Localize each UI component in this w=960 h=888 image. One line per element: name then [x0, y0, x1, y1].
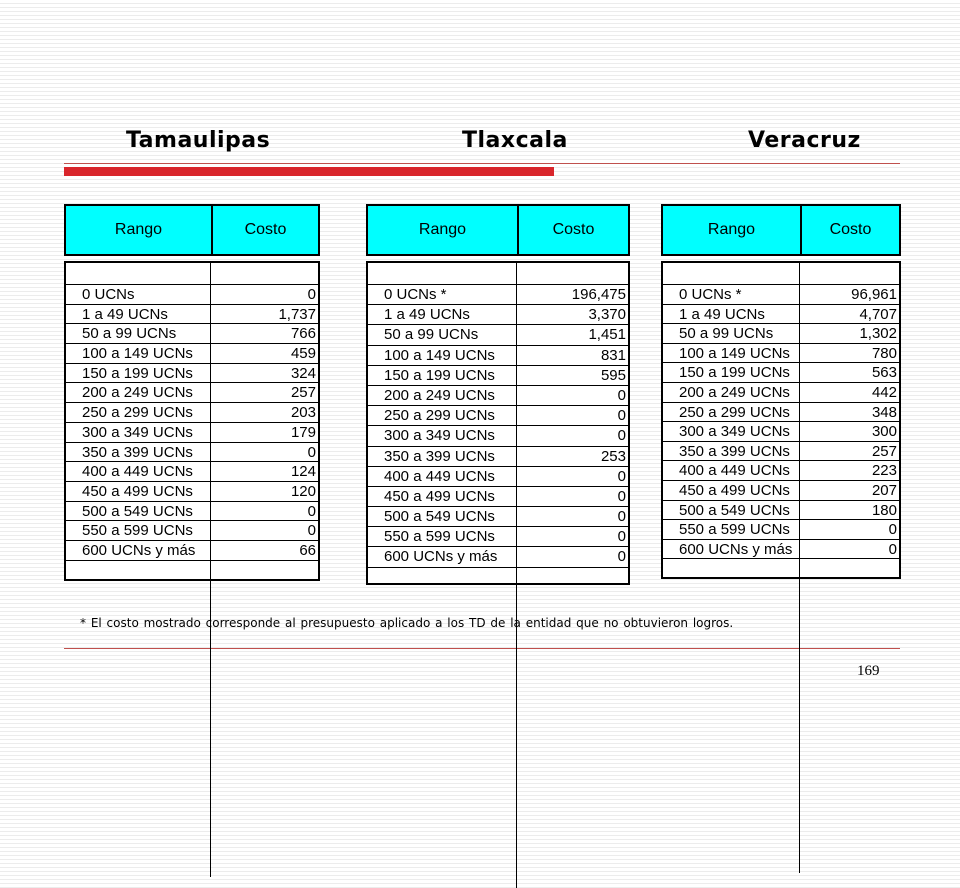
rango-cell: 250 a 299 UCNs — [66, 403, 211, 422]
rango-cell: 300 a 349 UCNs — [663, 422, 800, 441]
table-row — [66, 521, 318, 541]
top-rule-thick — [64, 167, 554, 176]
table-row — [66, 305, 318, 325]
rango-cell: 1 a 49 UCNs — [368, 305, 517, 324]
rango-cell: 200 a 249 UCNs — [663, 383, 800, 402]
costo-cell: 780 — [871, 344, 897, 362]
rango-cell: 100 a 149 UCNs — [663, 344, 800, 363]
rango-cell: 100 a 149 UCNs — [368, 346, 517, 365]
table-row — [368, 467, 628, 487]
table-row-blank — [368, 263, 628, 285]
rango-cell: 550 a 599 UCNs — [66, 521, 211, 540]
costo-cell: 66 — [299, 541, 316, 559]
rango-cell: 600 UCNs y más — [663, 540, 800, 559]
rango-cell: 450 a 499 UCNs — [368, 487, 517, 506]
costo-cell: 1,451 — [588, 326, 626, 344]
costo-cell: 179 — [290, 423, 316, 441]
rango-cell: 100 a 149 UCNs — [66, 344, 211, 363]
costo-cell: 324 — [290, 364, 316, 382]
costo-cell: 223 — [871, 462, 897, 480]
table-row — [66, 344, 318, 364]
costo-cell: 180 — [871, 501, 897, 519]
costo-cell: 348 — [871, 403, 897, 421]
page-number: 169 — [857, 663, 880, 679]
costo-cell: 196,475 — [571, 286, 626, 303]
rango-cell — [663, 263, 800, 284]
table-row — [66, 423, 318, 443]
rango-cell: 400 a 449 UCNs — [368, 467, 517, 486]
costo-cell: 0 — [307, 286, 316, 303]
rango-cell: 500 a 549 UCNs — [663, 501, 800, 520]
rango-cell: 50 a 99 UCNs — [66, 324, 211, 343]
costo-cell: 253 — [600, 447, 626, 465]
rango-cell: 1 a 49 UCNs — [66, 305, 211, 324]
table-row — [66, 482, 318, 502]
table-row — [663, 540, 899, 560]
rango-cell: 0 UCNs — [66, 285, 211, 304]
table-row — [663, 383, 899, 403]
table-row-filler — [663, 559, 899, 873]
costo-cell: 831 — [600, 346, 626, 364]
table-row — [663, 403, 899, 423]
rango-cell: 550 a 599 UCNs — [368, 527, 517, 546]
table-row — [663, 324, 899, 344]
table-row — [66, 541, 318, 561]
rango-cell: 200 a 249 UCNs — [66, 383, 211, 402]
table-body — [64, 261, 320, 581]
rango-cell — [66, 561, 211, 877]
table-row — [663, 344, 899, 364]
column-header-rango: Rango — [663, 206, 802, 254]
rango-cell: 250 a 299 UCNs — [368, 406, 517, 425]
table-row — [663, 305, 899, 325]
costo-cell: 120 — [290, 482, 316, 500]
top-rule-thin — [64, 163, 900, 164]
column-header-rango: Rango — [368, 206, 519, 254]
costo-cell: 257 — [290, 384, 316, 402]
costo-cell: 595 — [600, 366, 626, 384]
heading-tlaxcala: Tlaxcala — [462, 128, 568, 153]
table-row — [66, 502, 318, 522]
rango-cell: 450 a 499 UCNs — [66, 482, 211, 501]
heading-tamaulipas: Tamaulipas — [126, 128, 271, 153]
table-row — [663, 363, 899, 383]
costo-cell: 1,737 — [278, 305, 316, 323]
table-row — [368, 507, 628, 527]
rango-cell: 150 a 199 UCNs — [663, 363, 800, 382]
table-row — [663, 501, 899, 521]
costo-cell: 0 — [617, 528, 626, 546]
table-row — [368, 426, 628, 446]
rango-cell: 600 UCNs y más — [368, 547, 517, 566]
table-row-filler — [66, 561, 318, 877]
costo-cell — [517, 263, 628, 284]
costo-cell: 257 — [871, 442, 897, 460]
table-row — [663, 285, 899, 305]
costo-cell: 442 — [871, 383, 897, 401]
table-row — [66, 364, 318, 384]
costo-cell: 766 — [290, 325, 316, 343]
table-row — [663, 422, 899, 442]
costo-cell: 0 — [888, 540, 897, 558]
costo-cell: 0 — [617, 508, 626, 526]
rango-cell: 500 a 549 UCNs — [66, 502, 211, 521]
table-row — [663, 481, 899, 501]
costo-cell: 124 — [290, 463, 316, 481]
table-row — [368, 346, 628, 366]
rango-cell: 350 a 399 UCNs — [368, 447, 517, 466]
rango-cell: 350 a 399 UCNs — [66, 443, 211, 462]
costo-cell: 0 — [617, 407, 626, 425]
rango-cell: 450 a 499 UCNs — [663, 481, 800, 500]
costo-cell: 0 — [307, 502, 316, 520]
rango-cell: 1 a 49 UCNs — [663, 305, 800, 324]
table-row — [66, 324, 318, 344]
table-header — [661, 204, 901, 256]
rango-cell: 300 a 349 UCNs — [66, 423, 211, 442]
table-header — [366, 204, 630, 256]
costo-cell: 207 — [871, 481, 897, 499]
rango-cell: 350 a 399 UCNs — [663, 442, 800, 461]
table-row-blank — [66, 263, 318, 285]
table-body — [366, 261, 630, 585]
table-row — [663, 442, 899, 462]
column-header-rango: Rango — [66, 206, 213, 254]
costo-cell: 4,707 — [859, 305, 897, 323]
rango-cell: 250 a 299 UCNs — [663, 403, 800, 422]
rango-cell: 0 UCNs * — [663, 285, 800, 304]
costo-cell: 563 — [871, 364, 897, 382]
costo-cell: 0 — [617, 467, 626, 485]
table-row — [368, 406, 628, 426]
rango-cell: 0 UCNs * — [368, 285, 517, 304]
rango-cell: 50 a 99 UCNs — [368, 325, 517, 344]
table-row — [66, 285, 318, 305]
table-row — [368, 487, 628, 507]
table-row — [663, 461, 899, 481]
rango-cell: 150 a 199 UCNs — [66, 364, 211, 383]
costo-cell — [800, 263, 899, 284]
rango-cell: 200 a 249 UCNs — [368, 386, 517, 405]
rango-cell — [368, 263, 517, 284]
costo-cell: 459 — [290, 345, 316, 363]
table-row — [663, 520, 899, 540]
costo-cell: 96,961 — [851, 286, 897, 303]
footnote: * El costo mostrado corresponde al presupuesto aplicado a los TD de la entidad que no obtuvieron logros. — [80, 616, 734, 630]
rango-cell — [663, 559, 800, 873]
costo-cell: 0 — [617, 427, 626, 445]
rango-cell — [66, 263, 211, 284]
column-header-costo: Costo — [244, 221, 287, 238]
rango-cell: 400 a 449 UCNs — [66, 462, 211, 481]
rango-cell: 50 a 99 UCNs — [663, 324, 800, 343]
table-row — [66, 403, 318, 423]
rango-cell: 550 a 599 UCNs — [663, 520, 800, 539]
table-row-blank — [663, 263, 899, 285]
rango-cell: 500 a 549 UCNs — [368, 507, 517, 526]
rango-cell: 600 UCNs y más — [66, 541, 211, 560]
table-row — [368, 366, 628, 386]
table-row — [368, 527, 628, 547]
table-row — [66, 462, 318, 482]
costo-cell: 0 — [617, 487, 626, 505]
costo-cell: 0 — [617, 548, 626, 566]
heading-veracruz: Veracruz — [748, 128, 861, 153]
table-row — [368, 325, 628, 345]
rango-cell: 400 a 449 UCNs — [663, 461, 800, 480]
column-header-costo: Costo — [552, 221, 595, 238]
table-row — [368, 447, 628, 467]
column-header-costo: Costo — [829, 221, 872, 238]
costo-cell: 300 — [871, 423, 897, 441]
table-body — [661, 261, 901, 579]
costo-cell: 0 — [307, 443, 316, 461]
costo-cell: 0 — [617, 386, 626, 404]
rango-cell: 150 a 199 UCNs — [368, 366, 517, 385]
costo-cell: 0 — [888, 521, 897, 539]
table-row — [66, 383, 318, 403]
table-header — [64, 204, 320, 256]
costo-cell — [211, 263, 318, 284]
costo-cell: 0 — [307, 522, 316, 540]
costo-cell: 1,302 — [859, 325, 897, 343]
table-row — [66, 443, 318, 463]
table-row — [368, 547, 628, 567]
rango-cell: 300 a 349 UCNs — [368, 426, 517, 445]
costo-cell: 3,370 — [588, 306, 626, 324]
costo-cell: 203 — [290, 404, 316, 422]
table-row — [368, 305, 628, 325]
table-row — [368, 285, 628, 305]
table-row — [368, 386, 628, 406]
